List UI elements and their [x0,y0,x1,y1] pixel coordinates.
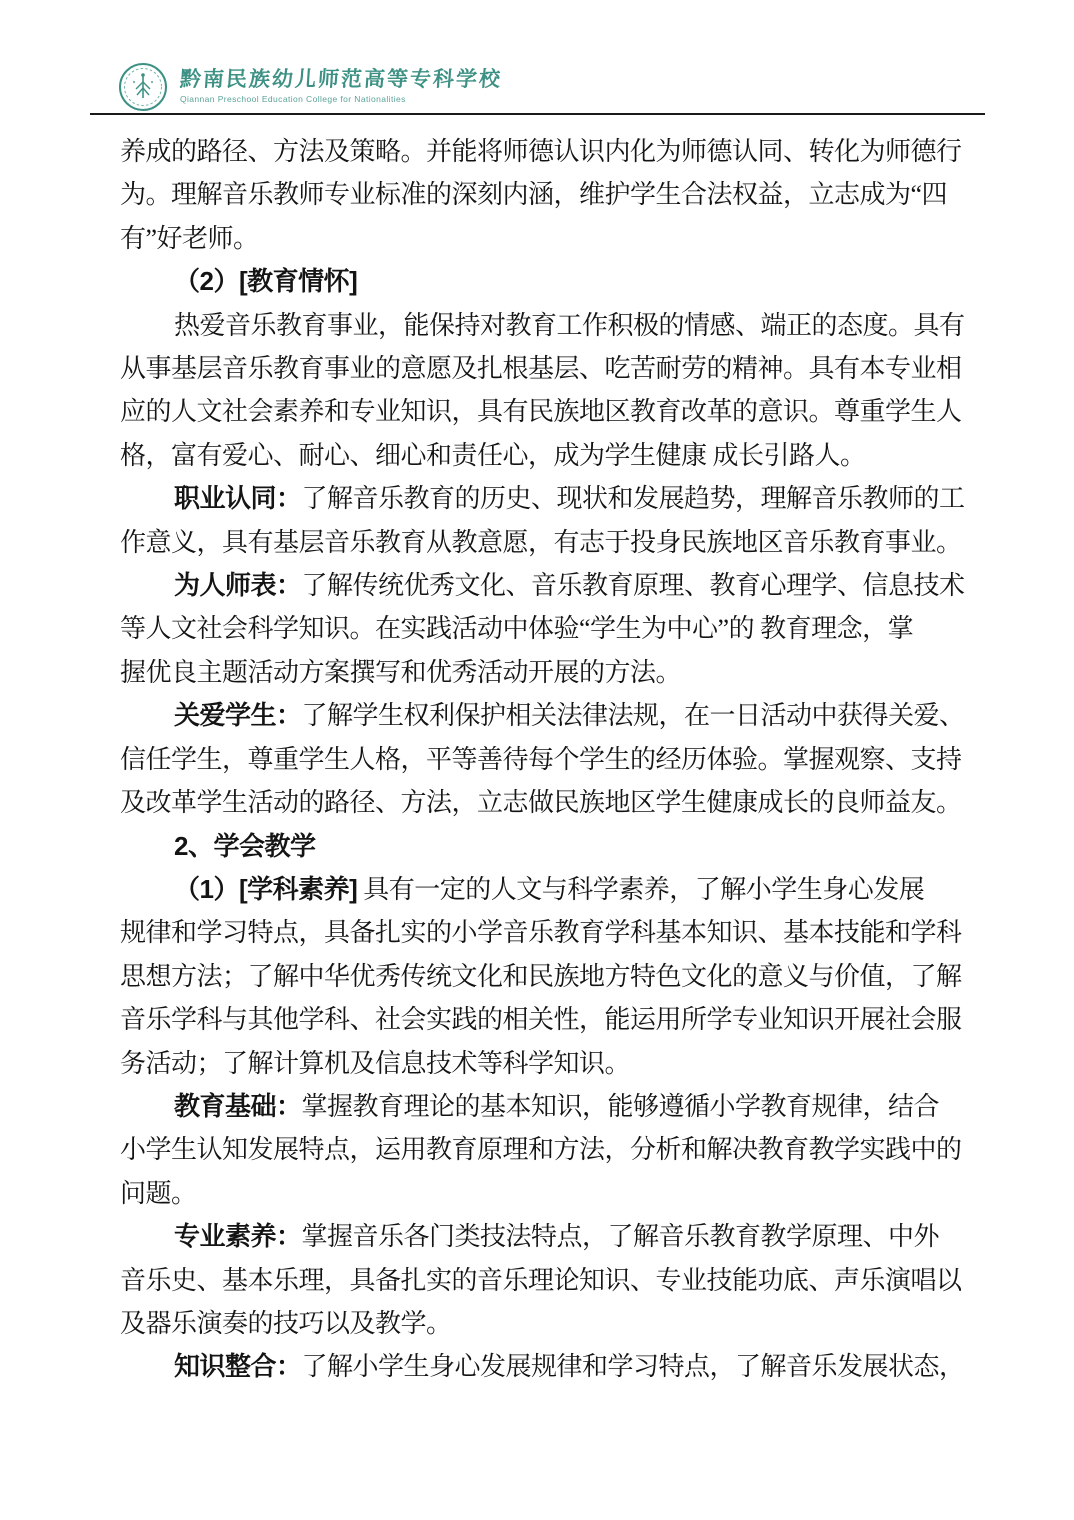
line-bold-label: （2）[教育情怀] [174,266,358,297]
line-text: 务活动；了解计算机及信息技术等科学知识。 [120,1048,631,1078]
text-line [120,564,965,607]
text-line [120,607,965,650]
header-divider-line [90,113,985,115]
text-line [120,521,965,564]
line-text: 作意义，具有基层音乐教育从教意愿，有志于投身民族地区音乐教育事业。 [120,527,962,557]
line-text: 掌握教育理论的基本知识，能够遵循小学教育规律，结合 [301,1091,940,1121]
text-line [120,1085,965,1128]
line-text: 了解音乐教育的历史、现状和发展趋势，理解音乐教师的工 [301,484,965,514]
college-name-chinese: 黔南民族幼儿师范高等专科学校 [179,67,503,91]
line-text: 养成的路径、方法及策略。并能将师德认识内化为师德认同、转化为师德行 [120,137,962,166]
line-text: 格，富有爱心、耐心、细心和责任心，成为学生健康 成长引路人。 [120,440,866,470]
line-text: 信任学生，尊重学生人格，平等善待每个学生的经历体验。掌握观察、支持 [120,744,962,774]
line-bold-label: 教育基础： [174,1090,302,1121]
line-text: 应的人文社会素养和专业知识，具有民族地区教育改革的意识。尊重学生人 [120,397,962,427]
text-line [120,1259,965,1302]
college-header [118,62,502,112]
text-line [120,390,965,433]
text-line [120,217,965,260]
text-line [120,825,965,868]
line-text: 及改革学生活动的路径、方法，立志做民族地区学生健康成长的良师益友。 [120,788,962,818]
text-line [120,347,965,390]
text-line [120,1215,965,1258]
text-line [120,781,965,824]
document-body [120,130,965,1389]
text-line [120,260,965,303]
text-line [120,477,965,520]
line-text: 规律和学习特点，具备扎实的小学音乐教育学科基本知识、基本技能和学科 [120,918,962,948]
line-bold-label: 关爱学生： [174,700,302,731]
text-line [120,955,965,998]
line-bold-label: 2、学会教学 [174,830,316,861]
text-line [120,1172,965,1215]
text-line [120,998,965,1041]
text-line [120,694,965,737]
text-line [120,130,965,173]
line-text: 有”好老师。 [120,223,259,253]
line-text: 掌握音乐各门类技法特点，了解音乐教育教学原理、中外 [301,1222,940,1252]
text-line [120,1128,965,1171]
text-line [120,304,965,347]
line-text: 音乐学科与其他学科、社会实践的相关性，能运用所学专业知识开展社会服 [120,1005,962,1035]
line-text: 了解小学生身心发展规律和学习特点，了解音乐发展状态， [301,1352,965,1382]
line-text: 热爱音乐教育事业，能保持对教育工作积极的情感、端正的态度。具有 [174,310,965,340]
text-line [120,1042,965,1085]
line-text: 从事基层音乐教育事业的意愿及扎根基层、吃苦耐劳的精神。具有本专业相 [120,354,962,384]
college-titles [180,62,502,104]
line-bold-label: 知识整合： [174,1351,302,1382]
line-text: 问题。 [120,1178,197,1208]
line-bold-label: （1）[学科素养] [174,873,358,904]
line-text: 为。理解音乐教师专业标准的深刻内涵，维护学生合法权益，立志成为“四 [120,180,948,210]
line-text: 了解学生权利保护相关法律法规，在一日活动中获得关爱、 [301,701,965,731]
text-line [120,1345,965,1388]
text-line [120,868,965,911]
text-line [120,911,965,954]
line-text: 握优良主题活动方案撰写和优秀活动开展的方法。 [120,657,682,687]
line-text: 及器乐演奏的技巧以及教学。 [120,1308,452,1338]
line-bold-label: 职业认同： [174,483,302,514]
text-line [120,434,965,477]
line-text: 小学生认知发展特点，运用教育原理和方法，分析和解决教育教学实践中的 [120,1135,962,1165]
line-text: 音乐史、基本乐理，具备扎实的音乐理论知识、专业技能功底、声乐演唱以 [120,1265,962,1295]
text-line [120,1302,965,1345]
college-seal-icon [118,62,168,112]
college-name-english: Qiannan Preschool Education College for Nationalities [180,94,406,105]
line-text: 具有一定的人文与科学素养，了解小学生身心发展 [357,874,925,904]
line-text: 等人文社会科学知识。在实践活动中体验“学生为中心”的 教育理念，掌 [120,614,914,644]
text-line [120,738,965,781]
text-line [120,651,965,694]
line-bold-label: 专业素养： [174,1221,302,1252]
text-line [120,173,965,216]
line-bold-label: 为人师表： [174,570,302,601]
line-text: 思想方法；了解中华优秀传统文化和民族地方特色文化的意义与价值，了解 [120,961,962,991]
line-text: 了解传统优秀文化、音乐教育原理、教育心理学、信息技术 [301,571,965,601]
